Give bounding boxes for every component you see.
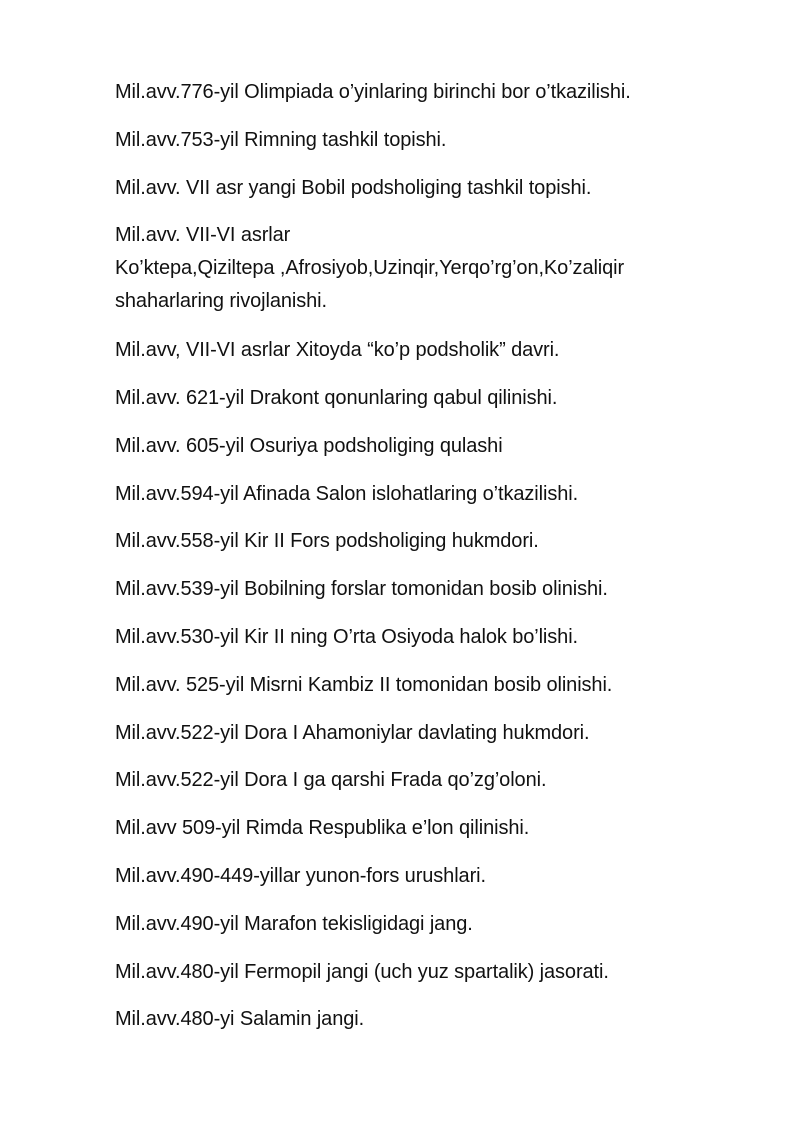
timeline-entry: Mil.avv.522-yil Dora I ga qarshi Frada qo’zg’oloni. bbox=[115, 769, 547, 792]
timeline-entry: Mil.avv, VII-VI asrlar Xitoyda “ko’p podsholik” davri. bbox=[115, 339, 560, 362]
timeline-entry: Mil.avv.490-yil Marafon tekisligidagi jang. bbox=[115, 912, 473, 935]
timeline-entry: Mil.avv. 621-yil Drakont qonunlaring qabul qilinishi. bbox=[115, 386, 558, 409]
timeline-entry: Mil.avv.480-yil Fermopil jangi (uch yuz spartalik) jasorati. bbox=[115, 960, 609, 983]
timeline-entry bbox=[115, 219, 735, 318]
timeline-entry: Mil.avv.530-yil Kir II ning O’rta Osiyoda halok bo’lishi. bbox=[115, 625, 579, 648]
timeline-entry: Mil.avv.558-yil Kir II Fors podsholiging hukmdori. bbox=[115, 530, 539, 553]
timeline-entry: Mil.avv. 525-yil Misrni Kambiz II tomonidan bosib olinishi. bbox=[115, 673, 613, 696]
timeline-entry: Mil.avv.522-yil Dora I Ahamoniylar davlating hukmdori. bbox=[115, 721, 590, 744]
timeline-entry-line: shaharlaring rivojlanishi. bbox=[115, 290, 327, 313]
timeline-list bbox=[115, 76, 735, 1051]
timeline-entry: Mil.avv. 605-yil Osuriya podsholiging qulashi bbox=[115, 434, 503, 457]
timeline-entry-line: Ko’ktepa,Qiziltepa ,Afrosiyob,Uzinqir,Yerqo’rg’on,Ko’zaliqir bbox=[115, 257, 625, 280]
timeline-entry: Mil.avv. VII asr yangi Bobil podsholiging tashkil topishi. bbox=[115, 176, 592, 199]
timeline-entry: Mil.avv.776-yil Olimpiada o’yinlaring birinchi bor o’tkazilishi. bbox=[115, 81, 631, 103]
timeline-entry: Mil.avv.594-yil Afinada Salon islohatlaring o’tkazilishi. bbox=[115, 482, 579, 505]
timeline-entry-line: Mil.avv. VII-VI asrlar bbox=[115, 224, 291, 247]
timeline-entry: Mil.avv 509-yil Rimda Respublika e’lon qilinishi. bbox=[115, 817, 530, 840]
timeline-entry: Mil.avv.539-yil Bobilning forslar tomonidan bosib olinishi. bbox=[115, 578, 608, 601]
timeline-entry: Mil.avv.490-449-yillar yunon-fors urushlari. bbox=[115, 864, 486, 887]
timeline-entry: Mil.avv.753-yil Rimning tashkil topishi. bbox=[115, 128, 447, 151]
timeline-entry: Mil.avv.480-yi Salamin jangi. bbox=[115, 1008, 365, 1031]
